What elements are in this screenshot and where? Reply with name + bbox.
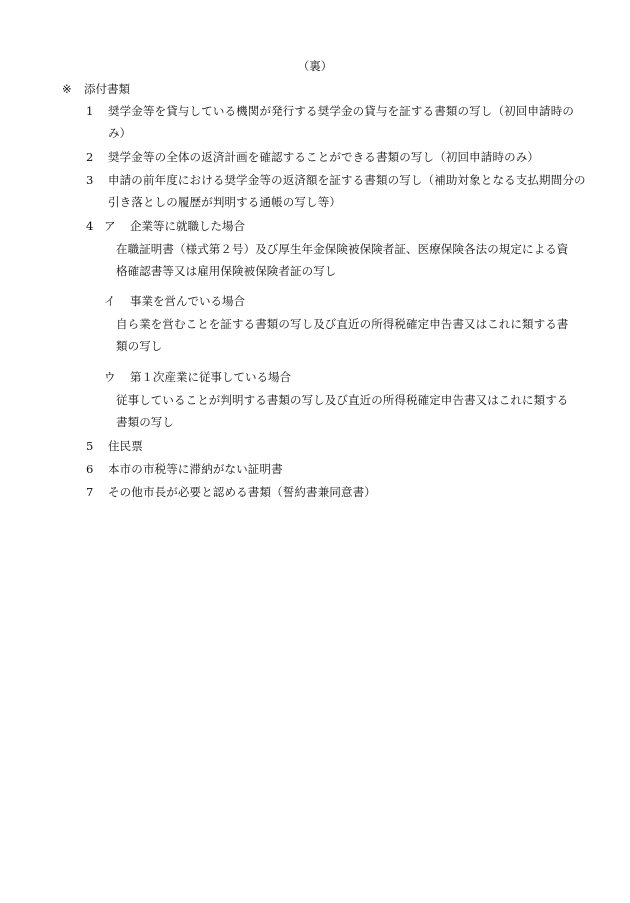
item-number: 1	[86, 104, 94, 118]
sub-item-i-body: 自ら業を営むことを証する書類の写し及び直近の所得税確定申告書又はこれに類する書類の写し	[116, 317, 569, 353]
item-text: 本市の市税等に滞納がない証明書	[108, 462, 283, 476]
item-number: 7	[86, 485, 94, 499]
sub-item-title: 第１次産業に従事している場合	[130, 370, 291, 384]
item-text: 住民票	[108, 439, 143, 453]
item-number: 6	[86, 462, 94, 476]
sub-item-title: 企業等に就職した場合	[130, 219, 245, 233]
item-number: 3	[86, 173, 94, 187]
item-number: 2	[86, 150, 94, 164]
item-text: その他市長が必要と認める書類（誓約書兼同意書）	[108, 485, 376, 499]
list-item-3	[86, 169, 586, 213]
item-number: 5	[86, 439, 94, 453]
list-item-7	[86, 481, 586, 503]
item-text: 奨学金等の全体の返済計画を確認することができる書類の写し（初回申請時のみ）	[108, 150, 540, 164]
item-text: 申請の前年度における奨学金等の返済額を証する書類の写し（補助対象となる支払期間分の引き落としの履歴が判明する通帳の写し等）	[108, 173, 586, 209]
section-title: 添付書類	[84, 82, 130, 96]
list-item-5	[86, 435, 586, 457]
reference-mark: ※	[62, 82, 72, 96]
list-item-6	[86, 458, 586, 480]
sub-item-u	[104, 366, 584, 388]
sub-item-a	[104, 215, 584, 237]
sub-item-a-body: 在職証明書（様式第２号）及び厚生年金保険被保険者証、医療保険各法の規定による資格確認書等又は雇用保険被保険者証の写し	[116, 242, 569, 278]
list-item-1	[86, 100, 586, 144]
sub-item-title: 事業を営んでいる場合	[130, 294, 245, 308]
page-side-label: （裏）	[297, 59, 333, 73]
sub-item-marker: ア	[104, 219, 116, 233]
sub-item-u-body: 従事していることが判明する書類の写し及び直近の所得税確定申告書又はこれに類する書類の写し	[116, 393, 569, 429]
item-number: 4	[86, 219, 94, 233]
sub-item-marker: ウ	[104, 370, 116, 384]
sub-item-i	[104, 290, 584, 312]
section-heading	[62, 81, 130, 97]
item-text: 奨学金等を貸与している機関が発行する奨学金の貸与を証する書類の写し（初回申請時のみ）	[108, 104, 574, 140]
list-item-2	[86, 146, 586, 168]
sub-item-marker: イ	[104, 294, 116, 308]
